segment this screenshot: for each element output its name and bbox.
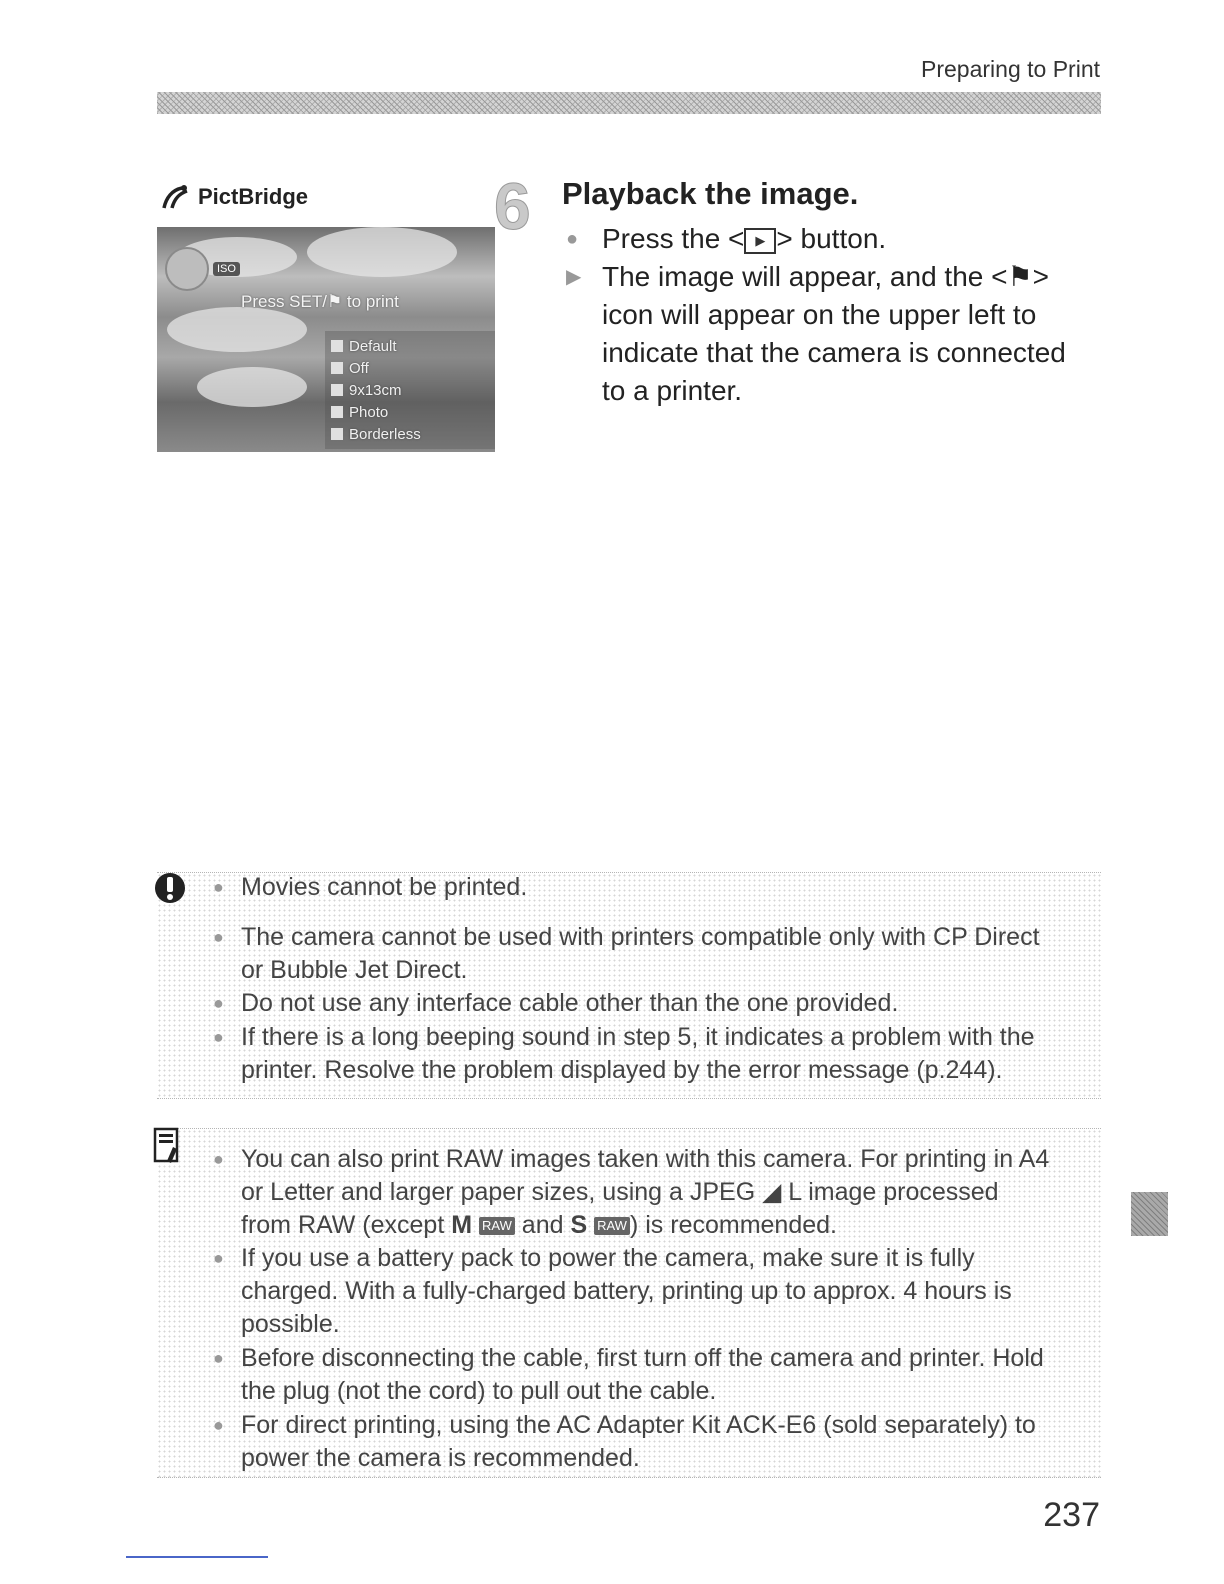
option-icon	[331, 362, 343, 374]
bullet-icon: ●	[213, 993, 224, 1013]
screen-cloud	[307, 227, 457, 277]
bullet-icon: ●	[213, 1348, 224, 1368]
memo-item: ● If you use a battery pack to power the camera, make sure it is fully charged. With a fully-charged battery, printing up to approx. 4 hours is possible.	[213, 1244, 1012, 1338]
step-title: Playback the image.	[562, 176, 859, 211]
page-number: 237	[1043, 1496, 1100, 1534]
option-icon	[331, 428, 343, 440]
memo-item: ● Before disconnecting the cable, first turn off the camera and printer. Hold the plug (not the cord) to pull out the cable.	[213, 1344, 1044, 1405]
caution-item: ● The camera cannot be used with printers compatible only with CP Direct or Bubble Jet Direct.	[213, 923, 1040, 984]
caution-item: ● Movies cannot be printed.	[213, 871, 1121, 904]
screen-cloud	[167, 307, 307, 352]
option-icon	[331, 340, 343, 352]
running-head: Preparing to Print	[921, 56, 1100, 82]
bullet-icon: ●	[213, 877, 224, 897]
step-line: icon will appear on the upper left to	[602, 299, 1037, 330]
camera-screen	[157, 227, 495, 452]
caution-item: ● Do not use any interface cable other than the one provided.	[213, 987, 1121, 1020]
bullet-icon: ●	[213, 1415, 224, 1435]
bullet-icon: ●	[213, 1027, 224, 1047]
pictbridge-badge-icon	[165, 247, 209, 291]
memo-box	[157, 1128, 1101, 1478]
step-line: ● Press the < ▶ > button.	[566, 220, 1106, 258]
screen-iso: ISO	[213, 262, 240, 276]
screen-option: 9x13cm	[331, 379, 491, 401]
option-icon	[331, 384, 343, 396]
result-arrow-icon: ▶	[566, 266, 582, 288]
screen-options	[325, 331, 495, 449]
screen-option: Off	[331, 357, 491, 379]
step-line: to a printer.	[602, 375, 743, 406]
caution-item: ● If there is a long beeping sound in step 5, it indicates a problem with the printer. Resolve the problem displayed by the error message (p.244).	[213, 1023, 1035, 1084]
memo-item: ● For direct printing, using the AC Adapter Kit ACK-E6 (sold separately) to power the camera is recommended.	[213, 1411, 1036, 1472]
step-body	[566, 220, 1106, 410]
bullet-icon: ●	[213, 927, 224, 947]
screen-status	[165, 247, 240, 291]
pictbridge-icon	[160, 184, 190, 210]
memo-icon	[153, 1127, 181, 1165]
step-number: 6	[494, 169, 531, 243]
step-line: indicate that the camera is connected	[602, 337, 1066, 368]
option-icon	[331, 406, 343, 418]
pictbridge-text: PictBridge	[198, 184, 309, 209]
pictbridge-label	[160, 184, 308, 210]
screen-cloud	[197, 367, 307, 407]
footer-line	[126, 1556, 268, 1558]
header-band	[157, 92, 1101, 114]
bullet-icon: ●	[213, 1149, 224, 1169]
pictbridge-icon: ⚑	[1007, 261, 1033, 292]
screen-option: Default	[331, 335, 491, 357]
raw-icon: RAW	[594, 1217, 630, 1235]
caution-box	[157, 872, 1101, 1099]
bullet-icon: ●	[566, 228, 579, 250]
memo-item: ● You can also print RAW images taken with this camera. For printing in A4 or Letter and larger paper sizes, using a JPEG ◢ L image processed from RAW (except M RAW and S RAW ) is recommended.	[213, 1145, 1050, 1239]
section-thumb-tab	[1131, 1192, 1168, 1236]
bullet-icon: ●	[213, 1248, 224, 1268]
screen-option: Photo	[331, 401, 491, 423]
screen-option: Borderless	[331, 423, 491, 445]
caution-icon	[153, 871, 187, 905]
screen-message: Press SET/⚑ to print	[241, 292, 399, 311]
step-line: ▶ The image will appear, and the <⚑>	[566, 258, 1106, 296]
raw-icon: RAW	[479, 1217, 515, 1235]
playback-button-icon: ▶	[744, 228, 776, 254]
